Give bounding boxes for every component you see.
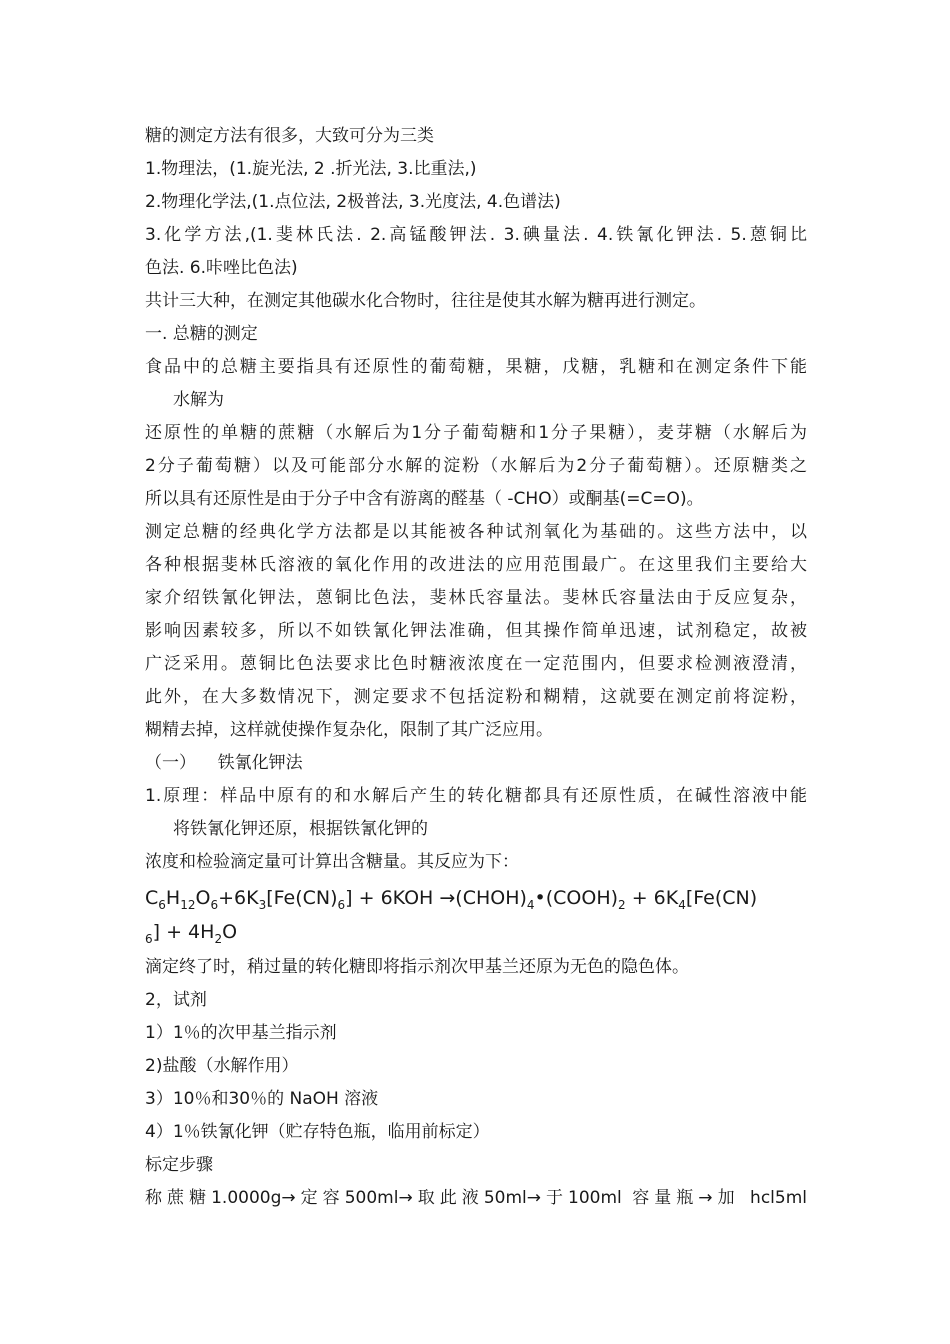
paragraph-line: 还原性的单糖的蔗糖（水解后为1分子葡萄糖和1分子果糖），麦芽糖（水解后为 (145, 423, 807, 443)
section-heading-total-sugar: 一. 总糖的测定 (145, 324, 258, 344)
calibration-heading: 标定步骤 (145, 1155, 213, 1175)
subsection-heading: （一） 铁氰化钾法 (145, 753, 303, 773)
paragraph-line: 各种根据斐林氏溶液的氧化作用的改进法的应用范围最广。在这里我们主要给大 (145, 555, 807, 575)
principle-line: 1.原理：样品中原有的和水解后产生的转化糖都具有还原性质，在碱性溶液中能 (145, 786, 807, 806)
reagent-item: 4）1％铁氰化钾（贮存特色瓶，临用前标定） (145, 1122, 490, 1142)
reagent-item: 1）1％的次甲基兰指示剂 (145, 1023, 337, 1043)
method-chemical-cont: 色法. 6.咔唑比色法) (145, 258, 298, 278)
reagents-heading: 2，试剂 (145, 990, 207, 1010)
paragraph-line: 家介绍铁氰化钾法，蒽铜比色法，斐林氏容量法。斐林氏容量法由于反应复杂， (145, 588, 807, 608)
method-chemical: 3.化学方法,(1.斐林氏法. 2.高锰酸钾法. 3.碘量法. 4.铁氰化钾法. 5.蒽铜比 (145, 225, 807, 245)
principle-line: 浓度和检验滴定量可计算出含糖量。其反应为下： (145, 852, 519, 872)
paragraph-line: 测定总糖的经典化学方法都是以其能被各种试剂氧化为基础的。这些方法中，以 (145, 522, 807, 542)
reaction-equation-line1: $C_6H_{12}O_6+6K_3[Fe(CN)_6] + 6KOH$ $\to(CHOH)_4•(COOH)_2 + 6K_4[Fe(CN)$ (145, 887, 758, 912)
paragraph-line: 水解为 (173, 390, 224, 410)
calibration-step: 称蔗糖1.0000g→定容500ml→取此液50ml→于100ml 容量瓶→加 hcl5ml (145, 1188, 807, 1208)
paragraph-line: 影响因素较多，所以不如铁氰化钾法准确，但其操作简单迅速，试剂稳定，故被 (145, 621, 807, 641)
method-physicochemical: 2.物理化学法,(1.点位法, 2极普法, 3.光度法, 4.色谱法) (145, 192, 561, 212)
paragraph-line: 广泛采用。蒽铜比色法要求比色时糖液浓度在一定范围内，但要求检测液澄清， (145, 654, 807, 674)
endpoint-line: 滴定终了时，稍过量的转化糖即将指示剂次甲基兰还原为无色的隐色体。 (145, 957, 689, 977)
intro-line: 糖的测定方法有很多，大致可分为三类 (145, 126, 434, 146)
method-physical: 1.物理法，(1.旋光法, 2 .折光法, 3.比重法,) (145, 159, 477, 179)
summary-line: 共计三大种，在测定其他碳水化合物时，往往是使其水解为糖再进行测定。 (145, 291, 706, 311)
document-page (145, 120, 807, 1215)
reagent-item: 3）10％和30％的 NaOH 溶液 (145, 1089, 379, 1109)
paragraph-line: 此外，在大多数情况下，测定要求不包括淀粉和糊精，这就要在测定前将淀粉， (145, 687, 807, 707)
paragraph-line: 糊精去掉，这样就使操作复杂化，限制了其广泛应用。 (145, 720, 553, 740)
reagent-item: 2)盐酸（水解作用） (145, 1056, 299, 1076)
principle-line: 将铁氰化钾还原，根据铁氰化钾的 (173, 819, 428, 839)
reaction-equation-line2: $_6] + 4H_2O$ (145, 921, 238, 946)
paragraph-line: 食品中的总糖主要指具有还原性的葡萄糖，果糖，戊糖，乳糖和在测定条件下能 (145, 357, 807, 377)
paragraph-line: 所以具有还原性是由于分子中含有游离的醛基（ -CHO）或酮基(=C=O)。 (145, 489, 704, 509)
paragraph-line: 2分子葡萄糖）以及可能部分水解的淀粉（水解后为2分子葡萄糖）。还原糖类之 (145, 456, 807, 476)
